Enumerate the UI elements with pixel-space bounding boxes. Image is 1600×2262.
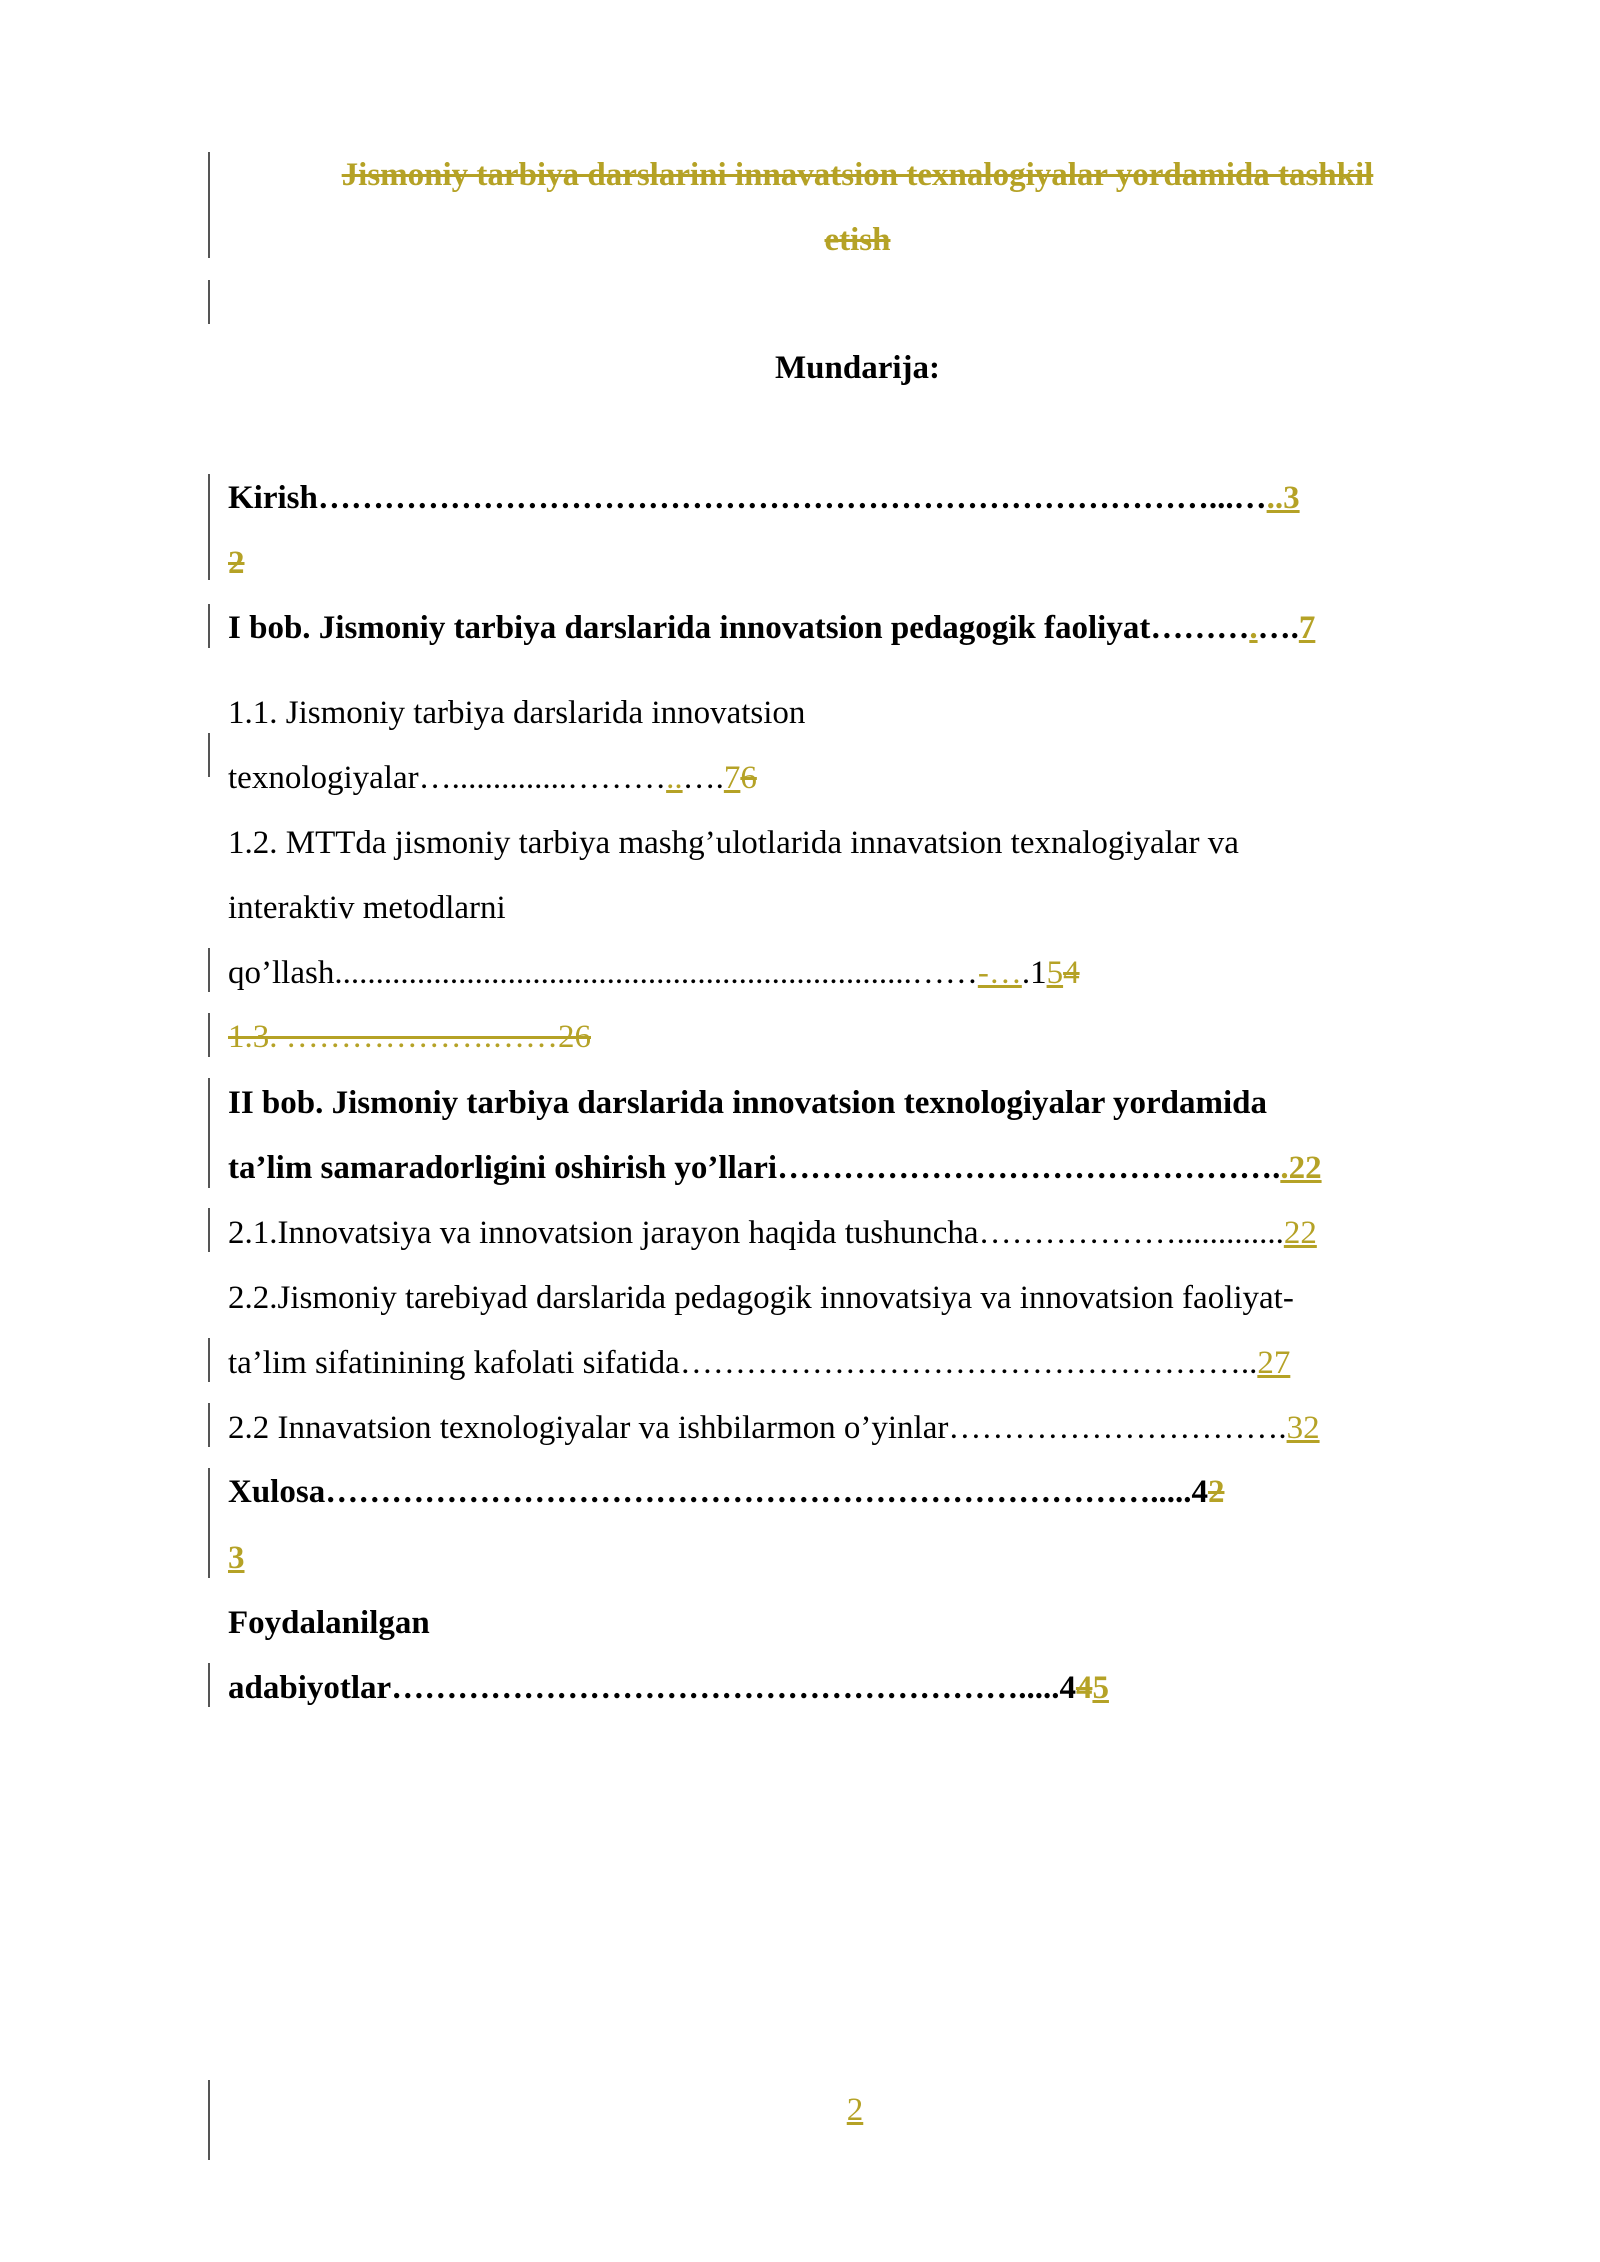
toc-entry-2-3[interactable] xyxy=(228,1408,1320,1448)
toc-leader-dots: …………………………………………….. xyxy=(679,1345,1258,1381)
toc-entry-label: texnologiyalar xyxy=(228,760,419,796)
change-bar xyxy=(208,280,210,324)
toc-entry-1-1[interactable] xyxy=(228,758,757,798)
change-bar xyxy=(208,474,210,580)
toc-leader-dots: …………………………………………………..... xyxy=(391,1670,1060,1706)
toc-leader-dots: …..............……… xyxy=(418,760,667,796)
toc-entry-1-2[interactable] xyxy=(228,953,1080,993)
toc-heading: Mundarija: xyxy=(775,350,940,386)
inserted-page-number: 5 xyxy=(1092,1670,1109,1706)
toc-leader-dots: …………………………………………………………………..... xyxy=(325,1474,1192,1510)
toc-entry-1-3-deleted xyxy=(228,1017,591,1057)
change-bar xyxy=(208,733,210,777)
inserted-dots: .. xyxy=(666,760,683,796)
toc-entry-chapter-1[interactable] xyxy=(228,608,1315,648)
inserted-page-number: 32 xyxy=(1286,1410,1320,1446)
inserted-dot: . xyxy=(1249,610,1258,646)
toc-entry-bibliography[interactable] xyxy=(228,1668,1109,1708)
toc-leader-dots: ………………............. xyxy=(978,1215,1284,1251)
toc-entry-chapter-2[interactable] xyxy=(228,1148,1322,1188)
toc-leader-dots: ………………………………………………………………………...… xyxy=(317,480,1267,516)
change-bar xyxy=(208,1208,210,1252)
deleted-page-number: 4 xyxy=(1063,955,1080,991)
toc-leader-dots: …………………………. xyxy=(948,1410,1287,1446)
toc-entry-label: 2.1.Innovatsiya va innovatsion jarayon haqida tushuncha xyxy=(228,1215,979,1251)
toc-entry-label: adabiyotlar xyxy=(228,1670,392,1706)
toc-leader-dots: …. xyxy=(682,760,724,796)
inserted-page-number: ..3 xyxy=(1266,480,1300,516)
inserted-page-number: .22 xyxy=(1280,1150,1322,1186)
change-bar xyxy=(208,1338,210,1382)
toc-entry-2-2[interactable] xyxy=(228,1343,1290,1383)
change-bar xyxy=(208,1468,210,1578)
toc-entry-1-1-line-1[interactable]: 1.1. Jismoniy tarbiya darslarida innovatsion xyxy=(228,695,806,731)
toc-entry-kirish-deleted xyxy=(228,543,245,583)
toc-leader-dots: …. xyxy=(1257,610,1299,646)
deleted-page-number: 2 xyxy=(228,545,245,581)
toc-entry-label: qo’llash xyxy=(228,955,335,991)
change-bar xyxy=(208,1078,210,1188)
deleted-page-number: 6 xyxy=(740,760,757,796)
deleted-page-number: 2 xyxy=(1207,1474,1225,1510)
toc-entry-label: Xulosa xyxy=(228,1474,326,1510)
deleted-title-line-2: etish xyxy=(824,222,891,258)
toc-entry-label: 2.2 Innavatsion texnologiyalar va ishbilarmon o’yinlar xyxy=(228,1410,949,1446)
toc-entry-1-2-line-2[interactable]: interaktiv metodlarni xyxy=(228,890,506,926)
deleted-page-number: 4 xyxy=(1075,1670,1093,1706)
toc-entry-kirish[interactable] xyxy=(228,478,1300,518)
page-number: 2 xyxy=(846,2092,864,2128)
deleted-toc-entry: 1.3. ……………….……26 xyxy=(228,1019,591,1055)
inserted-page-number: 7 xyxy=(1298,610,1316,646)
inserted-page-number: 22 xyxy=(1283,1215,1317,1251)
change-bar xyxy=(208,1403,210,1447)
page-number-digit: 4 xyxy=(1191,1474,1208,1510)
toc-leader-dots: ......................................................................…… xyxy=(334,955,978,991)
toc-entry-chapter-2-line-1[interactable]: II bob. Jismoniy tarbiya darslarida innovatsion texnologiyalar yordamida xyxy=(228,1085,1268,1121)
inserted-page-number: 3 xyxy=(228,1540,245,1576)
toc-entry-2-1[interactable] xyxy=(228,1213,1317,1253)
toc-entry-label: ta’lim samaradorligini oshirish yo’llari xyxy=(228,1150,778,1186)
toc-entry-xulosa[interactable] xyxy=(228,1472,1224,1512)
change-bar xyxy=(208,1013,210,1057)
toc-leader-dots: ……… xyxy=(1150,610,1250,646)
inserted-page-number: 5 xyxy=(1046,955,1064,991)
toc-leader-dots: ………………………………………. xyxy=(777,1150,1281,1186)
inserted-dots: -… xyxy=(977,955,1022,991)
toc-entry-label: ta’lim sifatinining kafolati sifatida xyxy=(228,1345,680,1381)
toc-entry-1-2-line-1[interactable]: 1.2. MTTda jismoniy tarbiya mashg’ulotlarida innavatsion texnalogiyalar va xyxy=(228,825,1239,861)
toc-entry-xulosa-inserted xyxy=(228,1538,245,1578)
toc-leader-dots: .1 xyxy=(1021,955,1047,991)
toc-entry-bibliography-line-1[interactable]: Foydalanilgan xyxy=(228,1605,430,1641)
change-bar xyxy=(208,948,210,992)
inserted-page-number: 7 xyxy=(723,760,741,796)
change-bar xyxy=(208,604,210,648)
change-bar xyxy=(208,1663,210,1707)
toc-entry-label: I bob. Jismoniy tarbiya darslarida innovatsion pedagogik faoliyat xyxy=(228,610,1151,646)
deleted-title-line-1: Jismoniy tarbiya darslarini innavatsion texnalogiyalar yordamida tashkil xyxy=(341,157,1374,193)
change-bar xyxy=(208,152,210,258)
inserted-page-number: 27 xyxy=(1257,1345,1291,1381)
toc-entry-label: Kirish xyxy=(228,480,318,516)
toc-entry-2-2-line-1[interactable]: 2.2.Jismoniy tarebiyad darslarida pedagogik innovatsiya va innovatsion faoliyat- xyxy=(228,1280,1294,1316)
page-number-digit: 4 xyxy=(1059,1670,1076,1706)
